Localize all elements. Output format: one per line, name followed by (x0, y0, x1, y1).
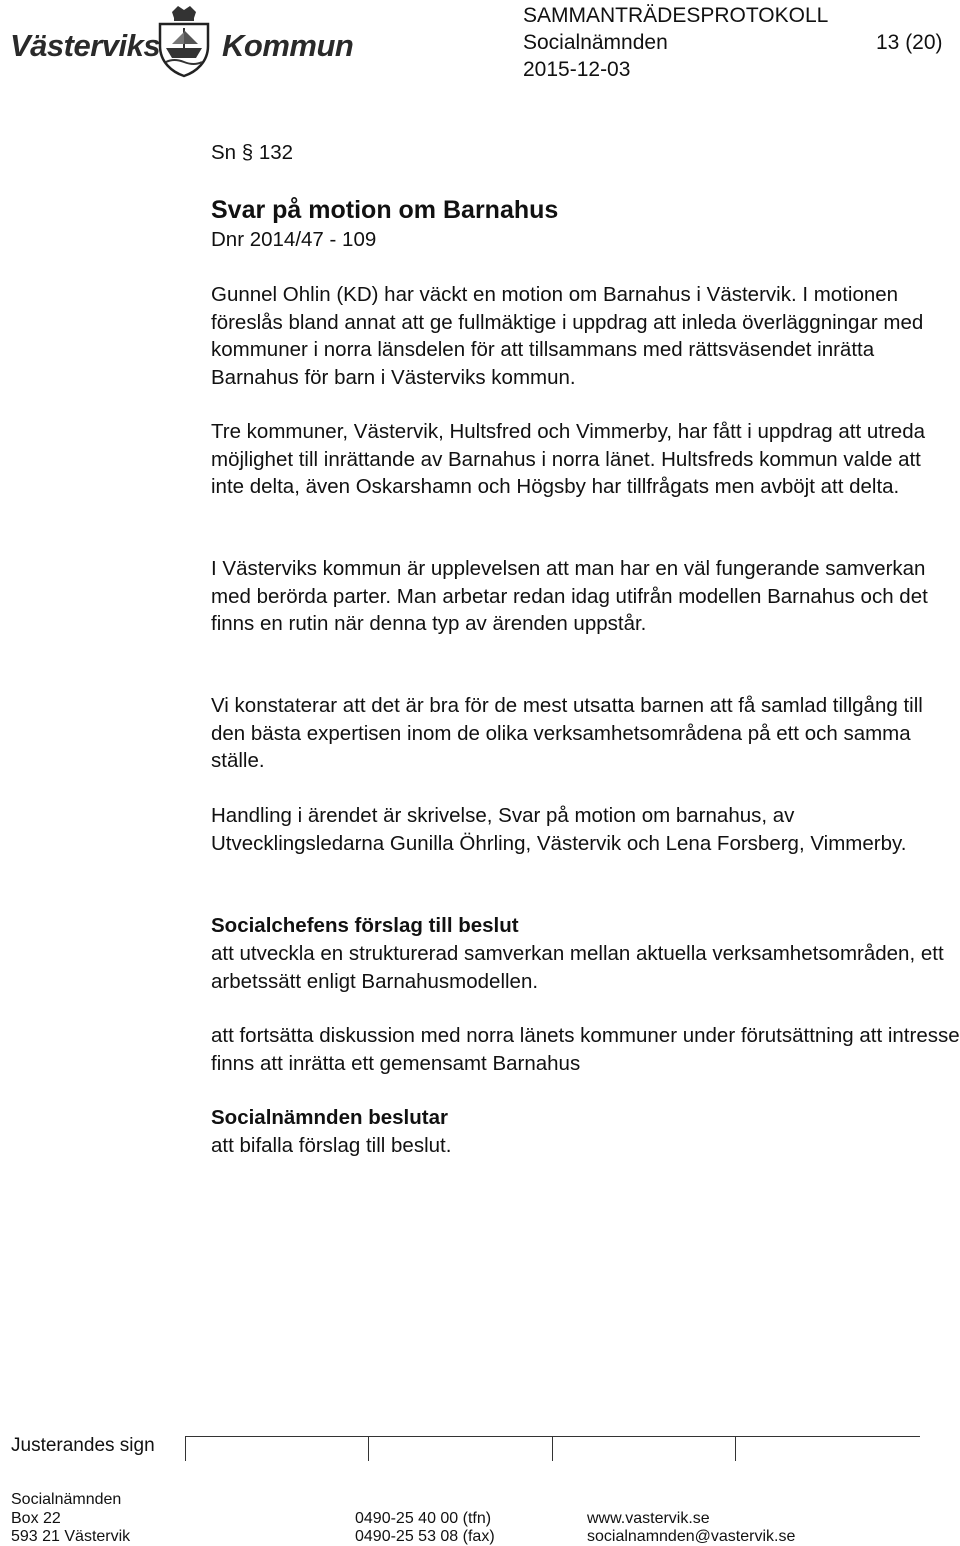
paragraph-motion: Gunnel Ohlin (KD) har väckt en motion om Barnahus i Västervik. I motionen föreslås bland annat att ge fullmäktige i uppdrag att inleda överläggningar med kommuner i norra länsdelen för att tillsammans med rättsväsendet inrätta Barnahus för barn i Västerviks kommun. (211, 283, 924, 389)
section-number: Sn § 132 (211, 141, 294, 164)
footer-fax: 0490-25 53 08 (fax) (355, 1528, 495, 1545)
footer-email-link[interactable]: socialnamnden@vastervik.se (587, 1528, 796, 1545)
proposal-heading: Socialchefens förslag till beslut (211, 914, 519, 937)
section-title: Svar på motion om Barnahus (211, 196, 559, 224)
diary-number: Dnr 2014/47 - 109 (211, 228, 377, 251)
signature-boxes (185, 1436, 920, 1461)
signature-label: Justerandes sign (11, 1435, 155, 1456)
paragraph-conclusion: Vi konstaterar att det är bra för de mest utsatta barnen att få samlad tillgång till den bästa expertisen inom de olika verksamhetsområdena på ett och samma ställe. (211, 694, 923, 772)
footer-web-link[interactable]: www.vastervik.se (587, 1510, 710, 1527)
meeting-date: 2015-12-03 (523, 58, 631, 81)
proposal-item-2: att fortsätta diskussion med norra länets kommuner under förutsättning att intresse finns att inrätta ett gemensamt Barnahus (211, 1024, 960, 1075)
decision-heading: Socialnämnden beslutar (211, 1106, 448, 1129)
committee-name: Socialnämnden (523, 31, 668, 54)
paragraph-documents: Handling i ärendet är skrivelse, Svar på motion om barnahus, av Utvecklingsledarna Gunilla Öhrling, Västervik och Lena Forsberg, Vimmerby. (211, 804, 907, 855)
page-number: 13 (20) (876, 31, 943, 54)
coat-of-arms-icon (152, 2, 216, 78)
decision-text: att bifalla förslag till beslut. (211, 1134, 452, 1157)
footer-address-1: Box 22 (11, 1510, 61, 1527)
municipality-logo (10, 2, 354, 80)
paragraph-municipalities: Tre kommuner, Västervik, Hultsfred och Vimmerby, har fått i uppdrag att utreda möjlighet till inrättande av Barnahus i norra länet. Hultsfreds kommun valde att inte delta, även Oskarshamn och Högsby har tillfrågats men avböjt att delta. (211, 420, 926, 498)
footer-phone: 0490-25 40 00 (tfn) (355, 1510, 492, 1527)
footer-org: Socialnämnden (11, 1491, 122, 1508)
document-type: SAMMANTRÄDESPROTOKOLL (523, 4, 829, 27)
logo-text-right: Kommun (222, 28, 354, 63)
paragraph-cooperation: I Västerviks kommun är upplevelsen att man har en väl fungerande samverkan med berörda parter. Man arbetar redan idag utifrån modellen Barnahus och det finns en rutin när denna typ av ärenden uppstår. (211, 557, 928, 635)
logo-text-left: Västerviks (10, 28, 161, 63)
footer-address-2: 593 21 Västervik (11, 1528, 131, 1545)
proposal-item-1: att utveckla en strukturerad samverkan mellan aktuella verksamhetsområden, ett arbetssätt enligt Barnahusmodellen. (211, 942, 944, 993)
